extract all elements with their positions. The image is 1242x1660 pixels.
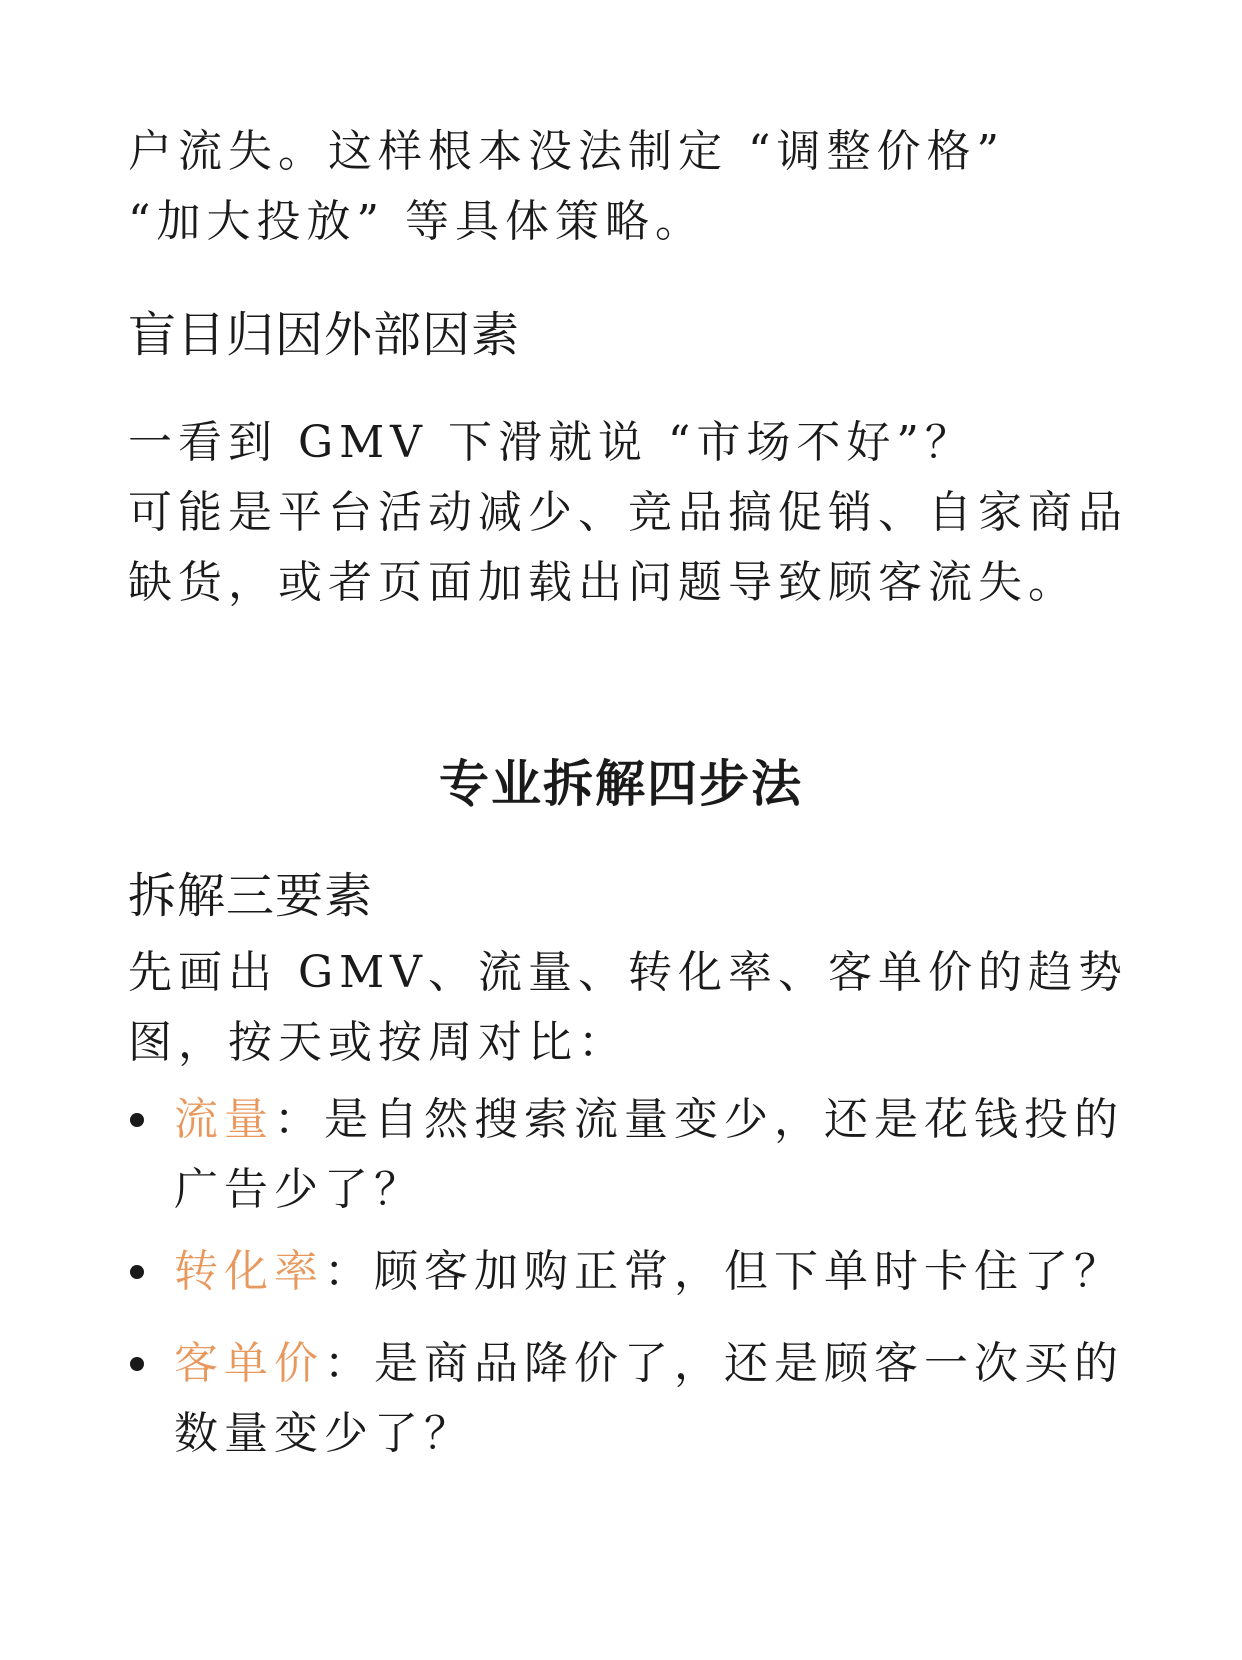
paragraph-line-3: 缺货，或者页面加载出问题导致顾客流失。 <box>128 557 1078 608</box>
list-item-traffic <box>128 1085 1128 1225</box>
paragraph-line-2: 可能是平台活动减少、竞品搞促销、自家商品 <box>128 487 1128 538</box>
three-elements-intro <box>128 938 1128 1078</box>
list-item-aov <box>128 1329 1128 1469</box>
intro-line-2: “加大投放” 等具体策略。 <box>128 196 705 247</box>
intro-paragraph <box>128 117 1128 257</box>
bullet-separator: ： <box>324 1246 374 1297</box>
page-title: 专业拆解四步法 <box>439 755 803 813</box>
subheading: 拆解三要素 <box>128 868 374 924</box>
bullet-term: 流量 <box>174 1094 274 1145</box>
bullet-list-3 <box>128 1329 1128 1469</box>
bullet-text-line-2: 数量变少了？ <box>174 1408 474 1459</box>
bullet-dot-icon <box>130 1113 144 1127</box>
bullet-list <box>128 1085 1128 1225</box>
bullet-text-line-1: 是自然搜索流量变少，还是花钱投的 <box>324 1094 1124 1145</box>
bullet-dot-icon <box>130 1357 144 1371</box>
bullet-separator: ： <box>274 1094 324 1145</box>
intro-text-line-1: 先画出 GMV、流量、转化率、客单价的趋势 <box>128 947 1128 998</box>
section-three-elements <box>128 866 1128 926</box>
bullet-text-line-1: 是商品降价了，还是顾客一次买的 <box>374 1338 1124 1389</box>
bullet-list-2 <box>128 1237 1128 1307</box>
intro-text-line-2: 图，按天或按周对比： <box>128 1017 628 1068</box>
list-item-conversion <box>128 1237 1128 1307</box>
intro-line-1: 户流失。这样根本没法制定 “调整价格” <box>128 126 1005 177</box>
section-heading: 盲目归因外部因素 <box>128 307 521 363</box>
bullet-term: 客单价 <box>174 1338 324 1389</box>
paragraph-line-1: 一看到 GMV 下滑就说 “市场不好”？ <box>128 417 975 468</box>
section-external-factors <box>128 305 1128 365</box>
bullet-term: 转化率 <box>174 1246 324 1297</box>
bullet-dot-icon <box>130 1265 144 1279</box>
bullet-separator: ： <box>324 1338 374 1389</box>
bullet-text-line-1: 顾客加购正常，但下单时卡住了？ <box>374 1246 1124 1297</box>
section-external-factors-paragraph <box>128 408 1128 618</box>
bullet-text-line-2: 广告少了？ <box>174 1164 424 1215</box>
